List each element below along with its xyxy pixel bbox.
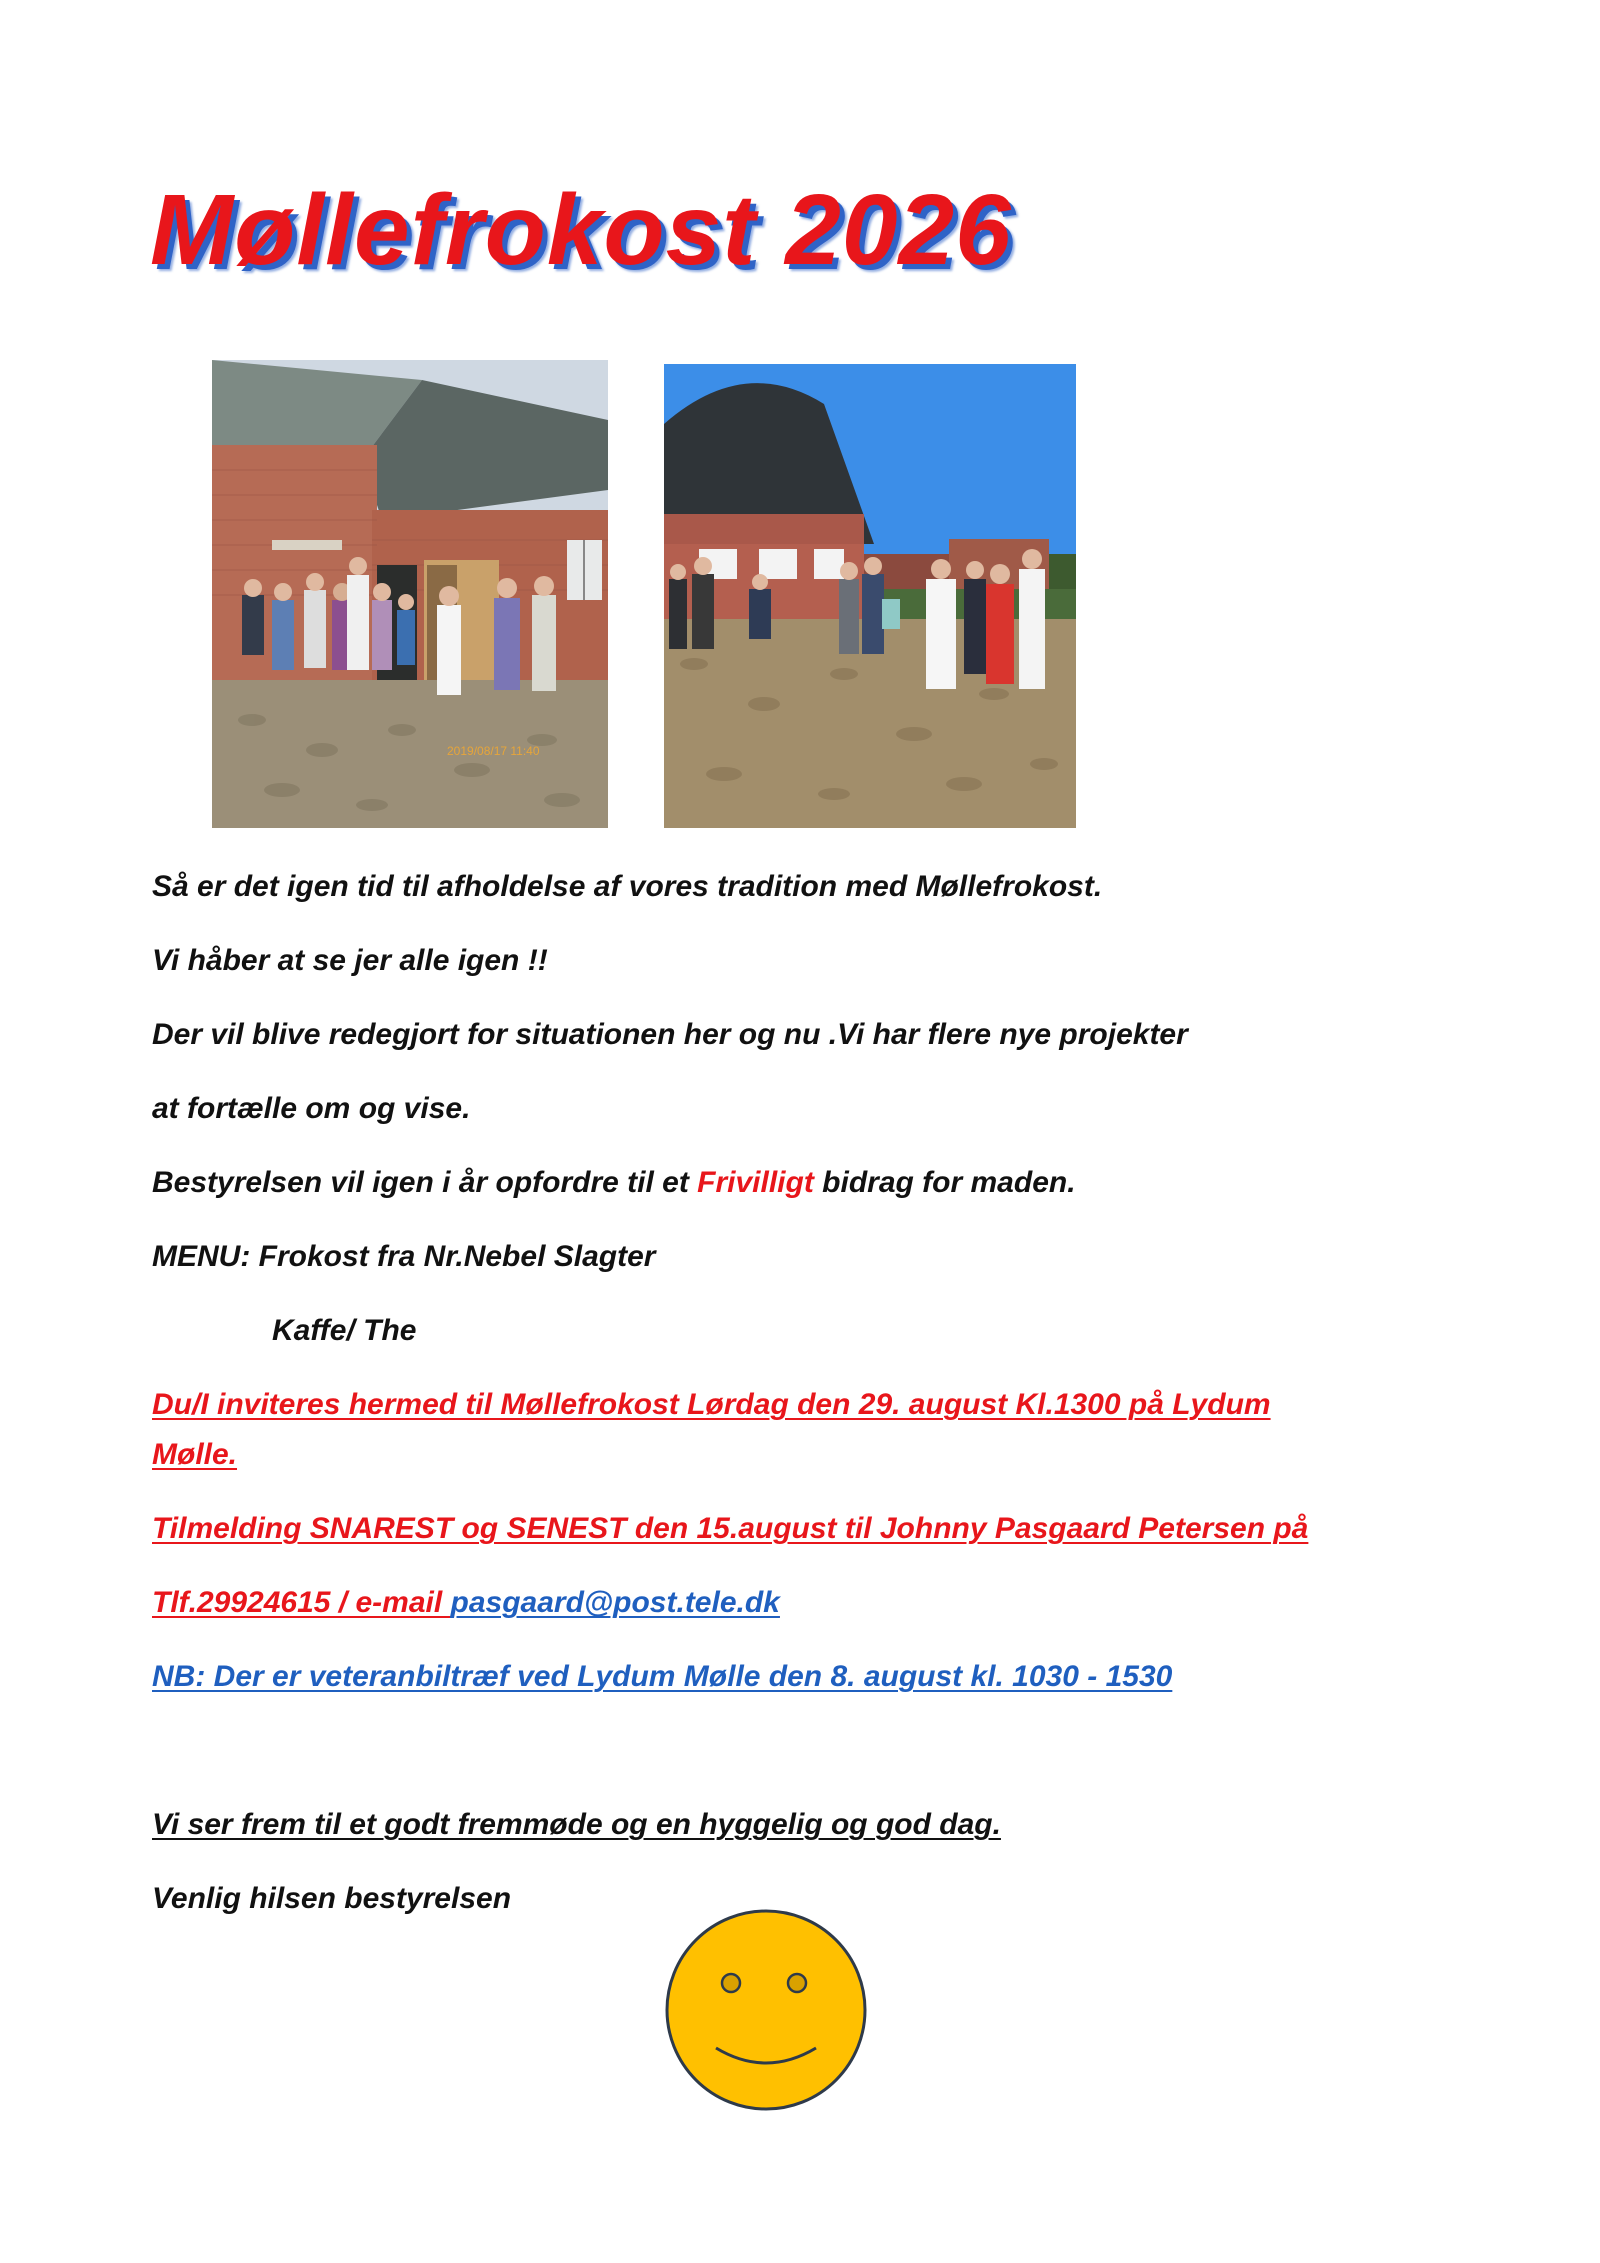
phone-text: Tlf.29924615 / e-mail xyxy=(152,1586,451,1619)
photo-group-in-courtyard xyxy=(664,364,1076,828)
voluntary-highlight: Frivilligt xyxy=(697,1166,814,1199)
situation-text-line1: Der vil blive redegjort for situationen her og nu .Vi har flere nye projekter xyxy=(152,1018,1188,1051)
nb-veteran-car-line: NB: Der er veteranbiltræf ved Lydum Mølle den 8. august kl. 1030 - 1530 xyxy=(152,1660,1173,1693)
email-link[interactable]: pasgaard@post.tele.dk xyxy=(450,1586,780,1619)
invitation-line1: Du/I inviteres hermed til Møllefrokost Lørdag den 29. august Kl.1300 på Lydum xyxy=(152,1388,1271,1421)
signature: Venlig hilsen bestyrelsen xyxy=(152,1882,512,1915)
menu-line: MENU: Frokost fra Nr.Nebel Slagter xyxy=(152,1240,656,1273)
menu-drinks-line: Kaffe/ The xyxy=(272,1314,417,1347)
hope-text: Vi håber at se jer alle igen !! xyxy=(152,944,548,977)
invitation-line2: Mølle. xyxy=(152,1438,238,1471)
photo-date-stamp: 2019/08/17 11:40 xyxy=(447,744,540,758)
intro-text: Så er det igen tid til afholdelse af vores tradition med Møllefrokost. xyxy=(152,870,1103,903)
photo-group-at-mill-door xyxy=(212,360,608,828)
contribution-text-before: Bestyrelsen vil igen i år opfordre til et xyxy=(152,1166,698,1199)
contribution-text xyxy=(152,1164,1076,1202)
contact-line xyxy=(152,1584,780,1622)
page-title: Møllefrokost 2026 xyxy=(150,174,1012,286)
contribution-text-after: bidrag for maden. xyxy=(813,1166,1076,1199)
situation-text-line2: at fortælle om og vise. xyxy=(152,1092,471,1125)
smiley-face-icon xyxy=(664,1908,868,2112)
closing-line: Vi ser frem til et godt fremmøde og en hyggelig og god dag. xyxy=(152,1808,1001,1841)
signup-line: Tilmelding SNAREST og SENEST den 15.august til Johnny Pasgaard Petersen på xyxy=(152,1512,1309,1545)
